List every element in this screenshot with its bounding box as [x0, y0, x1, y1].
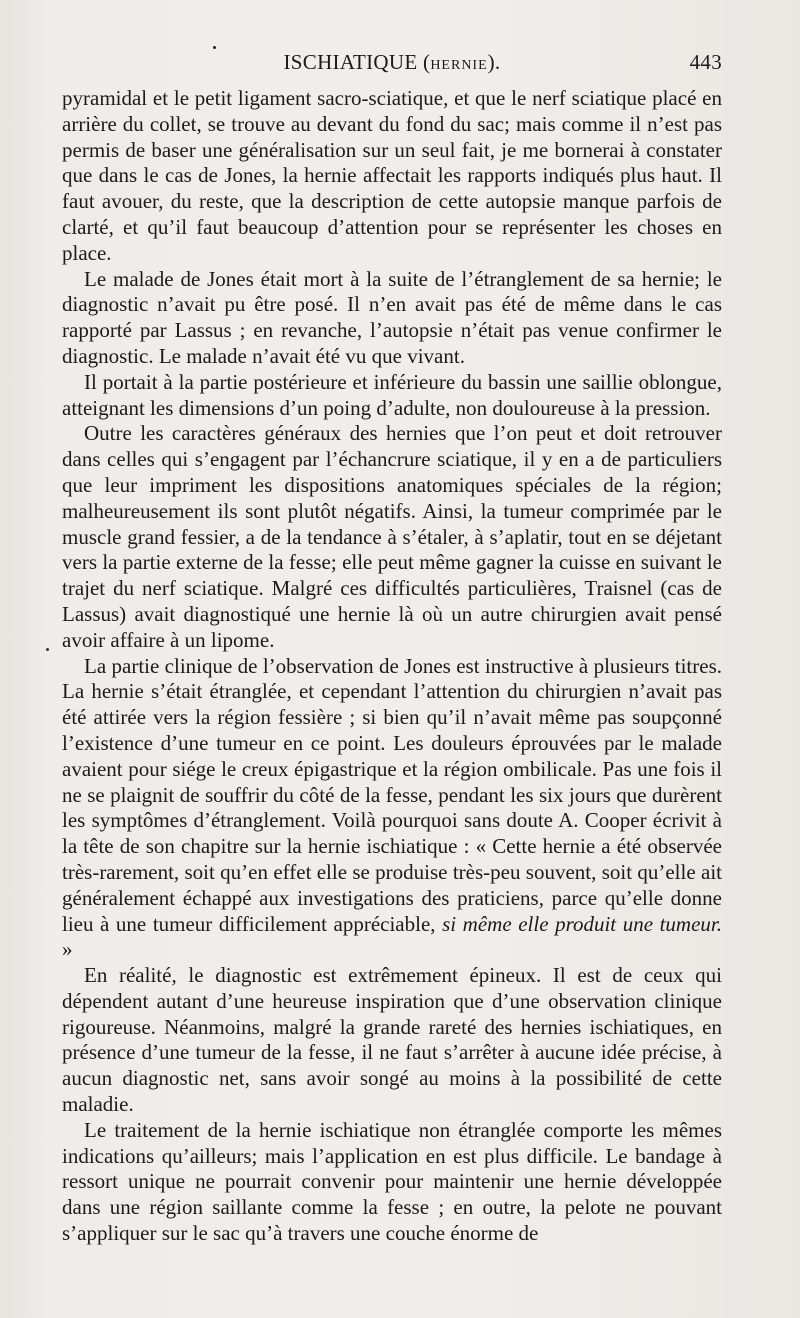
paragraph: Le malade de Jones était mort à la suite de l’étranglement de sa hernie; le diagnostic n’avait pu être posé. Il n’en avait pas été de même dans le cas rapporté par Lassus ; en revanche, l’autopsie n’était pas venue confirmer le diagnostic. Le malade n’avait été vu que vivant.: [62, 266, 722, 368]
running-head: [62, 50, 722, 75]
paragraph: Outre les caractères généraux des hernies que l’on peut et doit retrouver dans celles qui s’engagent par l’échancrure sciatique, il y en a de particuliers que leur impriment les dispositions anatomiques spéciales de la région; malheureusement ils sont plutôt négatifs. Ainsi, la tumeur comprimée par le muscle grand fessier, a de la tendance à s’étaler, à s’aplatir, tout en se déjetant vers la partie externe de la fesse; elle peut même gagner la cuisse en suivant le trajet du nerf sciatique. Malgré ces difficultés particulières, Traisnel (cas de Lassus) avait diagnostiqué une hernie là où un autre chirurgien avait pensé avoir affaire à un lipome.: [62, 421, 722, 652]
quote-closing-mark: »: [62, 937, 73, 962]
page-number: 443: [689, 50, 722, 74]
margin-speck: [46, 648, 49, 651]
running-head-subtitle: HERNIE: [430, 58, 488, 73]
paragraph: Le traitement de la hernie ischiatique non étranglée comporte les mêmes indications qu’ailleurs; mais l’application en est plus difficile. Le bandage à ressort unique ne pourrait convenir pour maintenir une hernie développée dans une région saillante comme la fesse ; en outre, la pelote ne pouvant s’appliquer sur le sac qu’à travers une couche énorme de: [62, 1117, 722, 1246]
paragraph: Il portait à la partie postérieure et inférieure du bassin une saillie oblongue, atteignant les dimensions d’un poing d’adulte, non douloureuse à la pression.: [62, 369, 722, 420]
running-head-paren-open: (: [417, 50, 431, 74]
paragraph-with-quote: [62, 654, 722, 964]
quote-lead-text: La partie clinique de l’observation de Jones est instructive à plusieurs titres. La hernie s’était étranglée, et cependant l’attention du chirurgien n’avait pas été attirée vers la région fessière ; si bien qu’il n’avait même pas soupçonné l’existence d’une tumeur en ce point. Les douleurs éprouvées par le malade avaient pour siége le creux épigastrique et la région ombilicale. Pas une fois il ne se plaignit de souffrir du côté de la fesse, pendant les six jours que durèrent les symptômes d’étranglement. Voilà pourquoi sans doute A. Cooper écrivit à la tête de son chapitre sur la hernie ischiatique : « Cette hernie a été observée très-rarement, soit qu’en effet elle se produise très-peu souvent, soit qu’elle ait généralement échappé aux investigations des praticiens, parce qu’elle donne lieu à une tumeur difficilement appréciable,: [62, 653, 722, 936]
quote-italic-text: si même elle produit une tumeur.: [442, 911, 722, 936]
paragraph: En réalité, le diagnostic est extrêmement épineux. Il est de ceux qui dépendent autant d’une heureuse inspiration que d’une observation clinique rigoureuse. Néanmoins, malgré la grande rareté des hernies ischiatiques, en présence d’une tumeur de la fesse, il ne faut s’arrêter à aucune idée précise, à aucun diagnostic net, sans avoir songé au moins à la possibilité de cette maladie.: [62, 963, 722, 1117]
body-text: [62, 86, 722, 1247]
running-head-paren-close: ).: [487, 50, 501, 74]
running-head-title: ISCHIATIQUE: [283, 50, 418, 74]
paragraph-continuation: pyramidal et le petit ligament sacro-sciatique, et que le nerf sciatique placé en arrière du collet, se trouve au devant du fond du sac; mais comme il n’est pas permis de baser une généralisation sur un seul fait, je me bornerai à constater que dans le cas de Jones, la hernie affectait les rapports indiqués plus haut. Il faut avouer, du reste, que la description de cette autopsie manque parfois de clarté, et qu’il faut beaucoup d’attention pour se représenter les choses en place.: [62, 86, 722, 265]
page-header: [62, 46, 722, 80]
